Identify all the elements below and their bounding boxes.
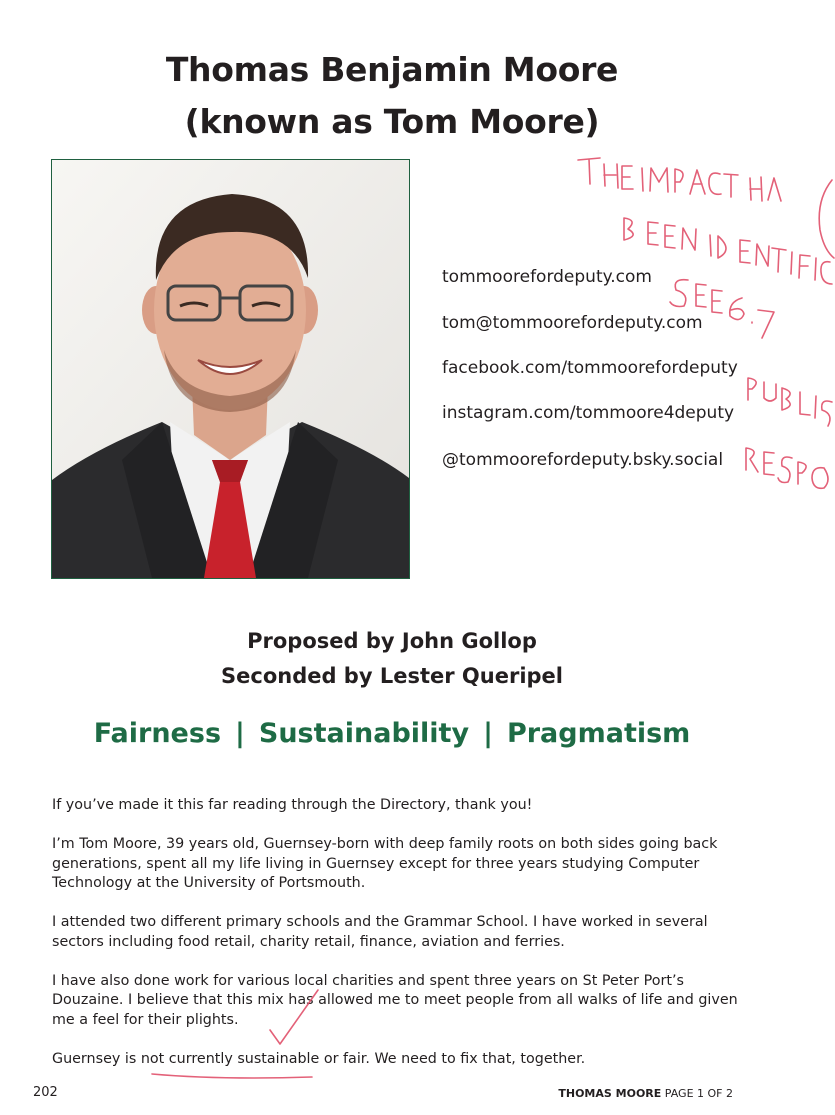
seconded-by: Seconded by Lester Queripel	[221, 664, 563, 688]
portrait-illustration	[52, 160, 409, 578]
title-line-1: Thomas Benjamin Moore	[165, 50, 619, 89]
candidate-title	[0, 44, 784, 148]
contact-website[interactable]: tommoorefordeputy.com	[442, 267, 652, 287]
bio-paragraph: If you’ve made it this far reading through the Directory, thank you!	[52, 797, 533, 813]
value-fairness: Fairness	[93, 718, 222, 749]
footer-page-info: PAGE 1 OF 2	[664, 1087, 733, 1100]
bio-paragraph: I have also done work for various local charities and spent three years on St Peter Port’s Douzaine. I believe that this mix has allowed me to meet people from all walks of life and given me a feel for their plights.	[52, 972, 738, 1028]
value-separator-1: |	[235, 718, 245, 749]
page-footer	[558, 1087, 733, 1100]
bio-paragraph: Guernsey is not currently sustainable or fair. We need to fix that, together.	[52, 1050, 586, 1067]
contact-instagram[interactable]: instagram.com/tommoore4deputy	[442, 403, 735, 423]
value-sustainability: Sustainability	[258, 718, 470, 749]
values-line	[0, 718, 784, 749]
page-number: 202	[33, 1085, 58, 1100]
title-line-2: (known as Tom Moore)	[184, 102, 600, 141]
contact-email[interactable]: tom@tommoorefordeputy.com	[442, 313, 703, 333]
contact-facebook[interactable]: facebook.com/tommoorefordeputy	[442, 358, 738, 378]
candidate-photo	[51, 159, 410, 579]
value-separator-2: |	[483, 718, 493, 749]
value-pragmatism: Pragmatism	[506, 718, 691, 749]
proposed-by: Proposed by John Gollop	[247, 629, 537, 653]
footer-name: THOMAS MOORE	[558, 1087, 662, 1100]
proposers	[0, 624, 784, 694]
contact-bluesky[interactable]: @tommoorefordeputy.bsky.social	[442, 450, 724, 470]
bio-paragraph: I attended two different primary schools and the Grammar School. I have worked in several sectors including food retail, charity retail, finance, aviation and ferries.	[52, 914, 708, 950]
biography	[52, 796, 742, 1089]
bio-paragraph: I’m Tom Moore, 39 years old, Guernsey-born with deep family roots on both sides going back generations, spent all my life living in Guernsey except for three years studying Computer Technology at the University of Portsmouth.	[52, 836, 718, 891]
